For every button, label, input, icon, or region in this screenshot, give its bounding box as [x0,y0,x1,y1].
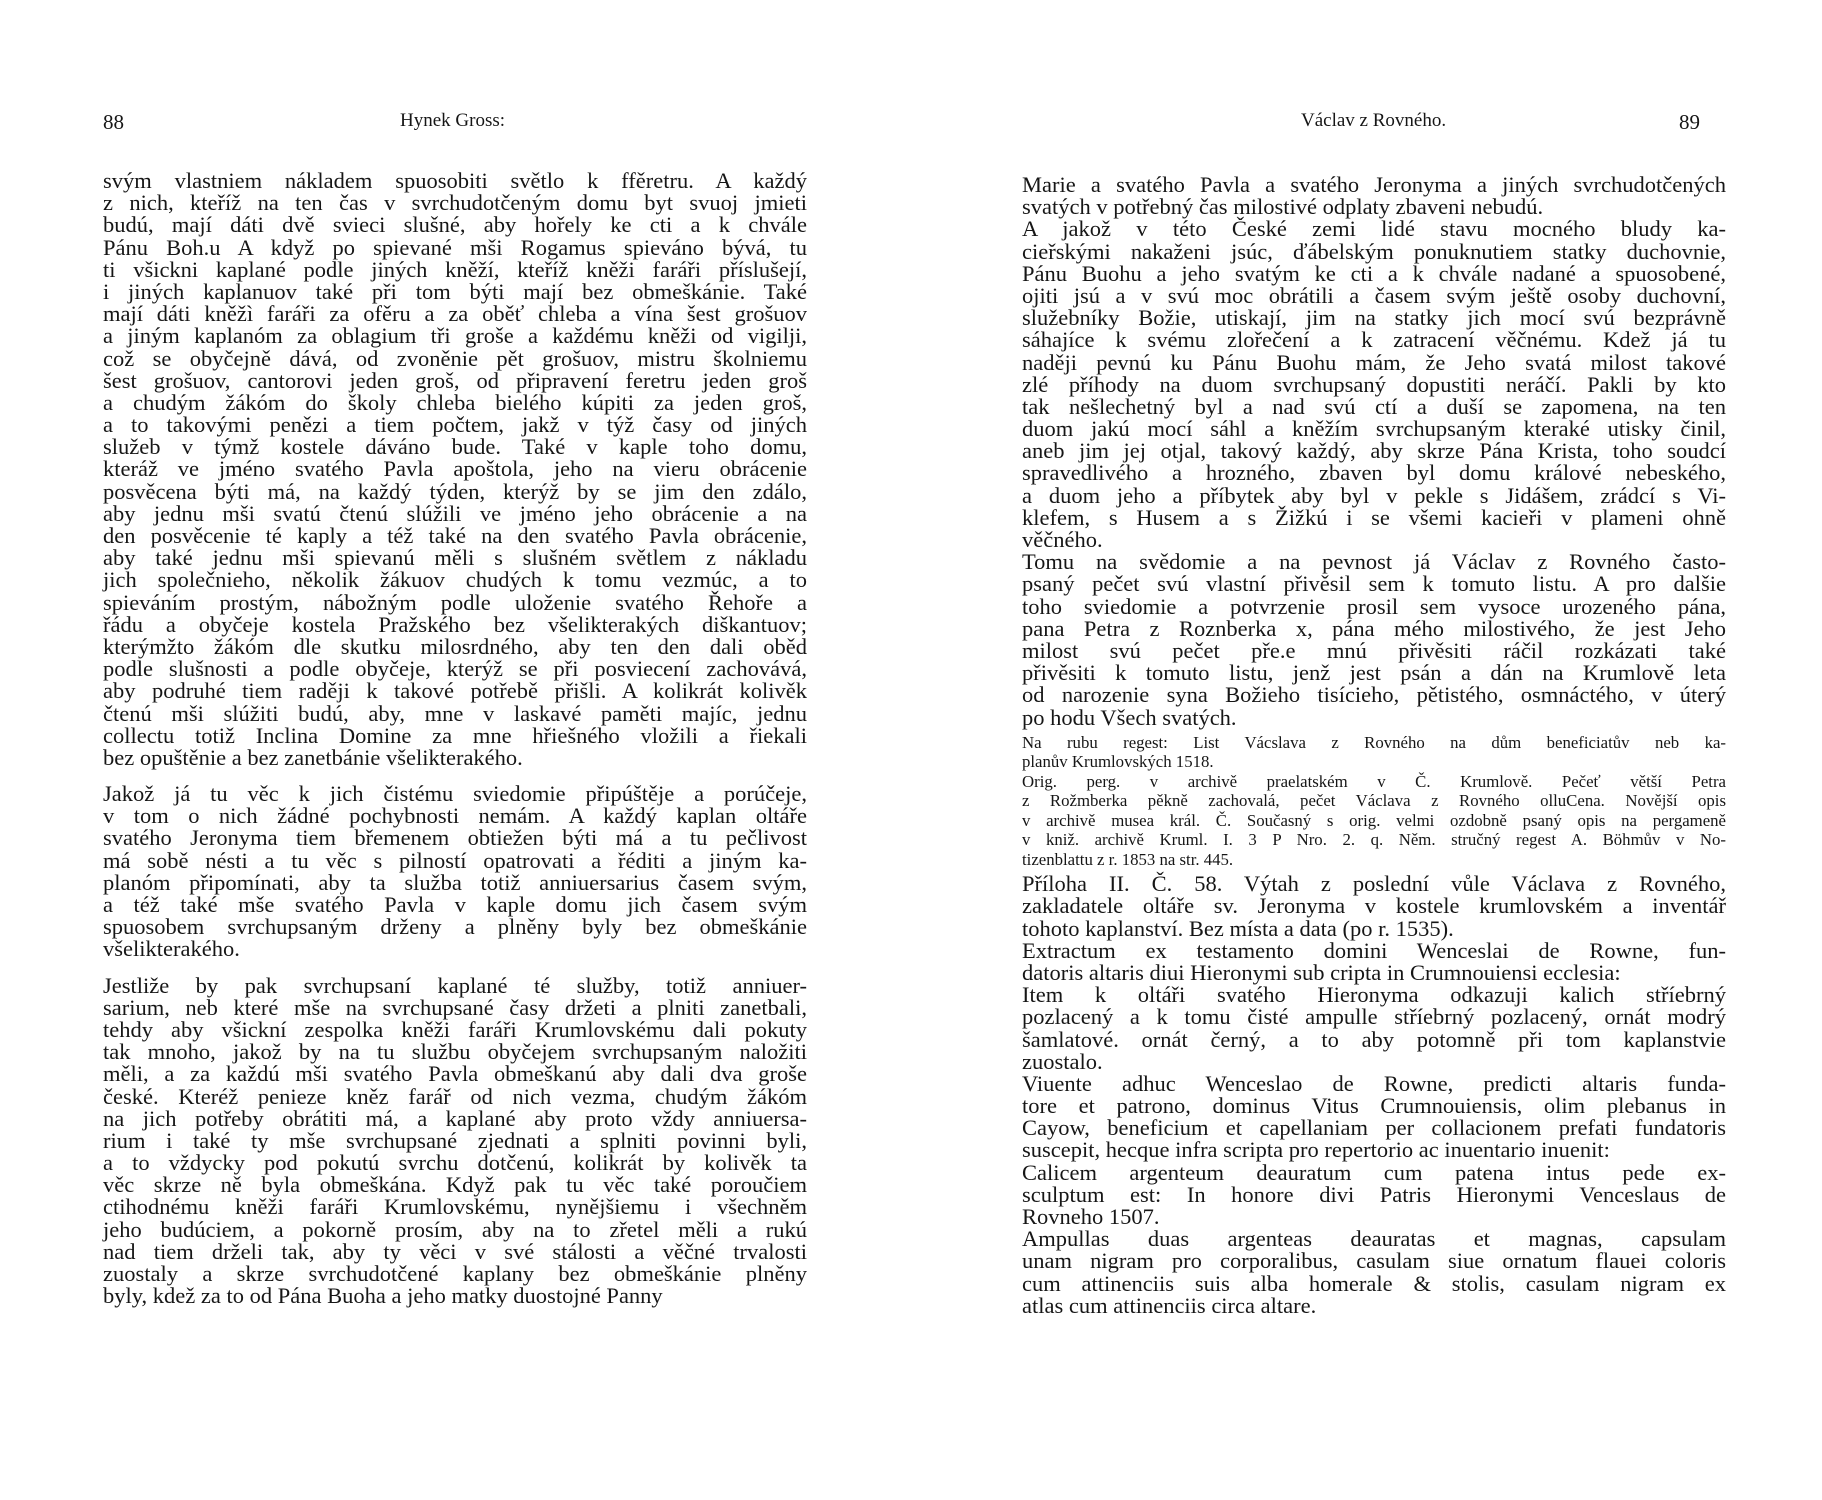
text-line: Jestliže by pak svrchupsaní kaplané té služby, totiž anniuer- [103,972,807,998]
text-line: podle slušnosti a podle obyčeje, kterýž se při posviecení zachovává, [103,656,807,682]
text-line: šest grošuov, cantorovi jeden groš, od připravení feretru jeden groš [103,367,807,393]
text-line: zuostalo. [1022,1048,1103,1074]
text-line: svatých v potřebný čas milostivé odplaty zbaveni nebudú. [1022,194,1544,220]
paragraph [103,972,807,1309]
text-line: zlé příhody na duom svrchupsaný dopustiti neráčí. Pakli by kto [1022,371,1726,397]
text-line: služeb v týmž kostele dáváno bude. Také v kaple toho domu, [103,434,807,460]
text-line: sarium, neb které mše na svrchupsané časy držeti a plniti zanetbali, [103,994,807,1020]
text-line: jeho budúciem, a pokorně prosím, aby na to zřetel měli a rukú [103,1216,807,1242]
text-line: šamlatové. ornát černý, a to aby potomně při tom kaplanstvie [1022,1026,1726,1052]
text-line: duom jakú mocí sáhl a kněžím svrchupsaným kteraké utisky činil, [1022,416,1726,442]
text-line: rium i také ty mše svrchupsané zjednati a splniti povinni byli, [103,1127,807,1153]
text-line: Ampullas duas argenteas deauratas et magnas, capsulam [1022,1226,1726,1252]
text-line: collectu totiž Inclina Domine za mne hřiešného vložili a řiekali [103,722,807,748]
paragraph [1022,1159,1726,1229]
text-line: Cayow, beneficium et capellaniam per collacionem prefati fundatoris [1022,1115,1726,1141]
text-line: i jiných kaplanuov také při tom býti mají bez obmeškánie. Také [103,278,807,304]
text-line: datoris altaris diui Hieronymi sub cripta in Crumnouiensi ecclesia: [1022,959,1621,985]
text-line: Rovneho 1507. [1022,1204,1160,1229]
text-line: spravedlivého a hrozného, zbaven byl domu králové nebeského, [1022,460,1726,486]
paragraph [1022,1070,1726,1163]
running-head-left: Hynek Gross: [400,110,506,131]
text-line: řádu a obyčeje kostela Pražského bez všelikterakých diškantuov; [103,611,807,637]
text-line: A jakož v této České zemi lidé stavu mocného bludy ka- [1022,216,1726,242]
source-note [1022,733,1726,870]
text-line: cum attinenciis suis alba homerale & stolis, casulam nigram ex [1022,1270,1726,1296]
text-line: české. Kteréž penieze kněz farář od nich vezma, chudým žákóm [103,1083,807,1109]
text-line: Extractum ex testamento domini Wenceslai de Rowne, fun- [1022,937,1726,963]
note-line: z Rožmberka pěkně zachovalá, pečet Václava z Rovného olluCena. Novější opis [1022,791,1726,811]
text-line: Item k oltáři svatého Hieronyma odkazuji kalich stříebrný [1022,982,1726,1008]
text-line: na jich potřeby obrátiti má, a kaplané aby proto vždy anniuersa- [103,1105,807,1131]
text-line: nad tiem drželi tak, aby ty věci v své stálosti a věčné trvalosti [103,1238,807,1264]
text-line: ctihodnému kněži faráři Krumlovskému, nynějšiemu i všechněm [103,1194,807,1220]
paragraph [1022,937,1726,985]
text-line: tak mnoho, jakož by na tu službu obyčejem svrchupsaným naložiti [103,1039,807,1065]
text-line: psaný pečet svú vlastní přivěsil sem k tomuto listu. A pro dalšie [1022,571,1726,597]
note-line: v archivě musea král. Č. Současný s orig. velmi ozdobně psaný opis na pergameně [1022,810,1726,830]
text-line: Příloha II. Č. 58. Výtah z poslední vůle Václava z Rovného, [1022,871,1726,897]
text-line: posvěcena býti má, na každý týden, kterýž by se jim den zdálo, [103,478,807,504]
right-body-text [1022,174,1726,1317]
text-line: mají dáti kněžì faráři za ofěru a za oběť chleba a vína šest grošuov [103,301,807,327]
paragraph [1022,984,1726,1073]
text-line: bez opuštěnie a bez zanetbánie všelikterakého. [103,744,523,770]
text-line: pozlacený a k tomu čisté ampulle stříebrný pozlacený, ornát modrý [1022,1004,1726,1030]
text-line: v tom o nich žádné pochybnosti nemám. A každý kaplan oltáře [103,803,807,829]
text-line: kterýmžto žákóm dle skutku milosrdného, aby ten den dali oběd [103,633,807,659]
text-line: den posvěcenie té kaply a též také na den svatého Pavla obrácenie, [103,523,807,548]
text-line: spieváním prostým, nábožným podle uloženie svatého Řehoře a [103,589,807,615]
text-line: aby jednu mši svatú čtenú slúžili ve jméno jeho obrácenie a na [103,500,807,526]
text-line: přivěsiti k tomuto listu, jenž jest psán a dán na Krumlově leta [1022,660,1726,686]
text-line: a chudým žákóm do školy chleba bieléhо kúpiti za jeden groš, [103,389,807,415]
text-line: aneb jim jej otjal, takový každý, aby skrze Pána Krista, toho soudcí [1022,438,1726,464]
text-line: svatého Jeronyma tiem břemenem obtiežen býti má a tu pečlivost [103,825,807,851]
text-line: svým vlastniem nákladem spuosobiti světlo k ffěretru. A každý [103,168,807,193]
text-line: pana Petra z Roznberka x, pána mého milostivého, že jest Jeho [1022,615,1726,641]
page-number-left: 88 [103,110,124,134]
note-line: planův Krumlovských 1518. [1022,752,1214,772]
note-line: tizenblattu z r. 1853 na str. 445. [1022,849,1234,869]
text-line: Pánu Boh.u A když po spievané mši Rogamus spieváno bývá, tu [103,234,807,260]
text-line: tehdy aby všickní zespolka kněži faráři Krumlovskému dali pokuty [103,1016,807,1042]
text-line: zakladatele oltáře sv. Jeronyma v kostele krumlovském a inventář [1022,893,1726,919]
text-line: po hodu Všech svatých. [1022,704,1237,730]
text-line: suscepit, hecque infra scripta pro repertorio ac inuentario inuenit: [1022,1137,1610,1163]
text-line: budú, mají dáti dvě svieci slušné, aby hořely ke cti a k chvále [103,212,807,238]
text-line: a též také mše svatého Pavla v kaple domu jich časem svým [103,892,807,917]
paragraph [1022,873,1726,940]
text-line: věc skrze ně byla obmeškána. Když pak tu věc také poroučiem [103,1172,807,1198]
paragraph [103,783,807,961]
paragraph [1022,1228,1726,1317]
text-line: aby také jednu mši spievanú měli s slušném světlem z nákladu [103,545,807,571]
paragraph [1022,551,1726,729]
running-head-right: Václav z Rovného. [1301,110,1447,131]
text-line: ojiti jsú a v svú moc obrátili a časem svým ještě osoby duchovní, [1022,282,1726,308]
page-number-right: 89 [1679,110,1700,134]
text-line: a duom jeho a příbytek aby byl v pekle s Jidášem, zrádcí s Vi- [1022,482,1726,508]
text-line: Viuente adhuc Wenceslao de Rowne, predicti altaris funda- [1022,1070,1726,1096]
text-line: Calicem argenteum deauratum cum patena intus pede ex- [1022,1159,1726,1185]
text-line: sculptum est: In honore divi Patris Hieronymi Venceslaus de [1022,1181,1726,1207]
left-body-text [103,170,807,1307]
right-page [911,0,1822,1500]
note-line: Na rubu regest: List Vácslava z Rovného na dům beneficiatův neb ka- [1022,732,1726,752]
text-line: služebníky Božie, utiskají, jim na statky jich mocí svú bezprávně [1022,305,1726,331]
text-line: aby podruhé tiem raději k takové potřebě přišli. A kolikrát kolivěk [103,678,807,704]
text-line: Pánu Buohu a jeho svatým ke cti a k chvále nadané a spuosobené, [1022,260,1726,286]
paragraph [1022,218,1726,551]
text-line: tak nešlechetný byl a nad svú ctí a duší se zapomena, na ten [1022,393,1726,419]
text-line: tore et patrono, dominus Vitus Crumnouiensis, olim plebanus in [1022,1093,1726,1119]
note-line: v kniž. archivě Kruml. I. 3 P Nro. 2. q. Něm. stručný regest A. Böhmův v No- [1022,830,1726,850]
text-line: zuostaly a skrze svrchudotčené kaplany bez obmeškánie plněny [103,1261,807,1286]
paragraph [103,170,807,769]
text-line: klefem, s Husem a s Žižkú i se všemi kacieři v plameni ohně [1022,504,1726,530]
text-line: milost svú pečet pře.e mnú přivěsiti ráčil rozkázati také [1022,637,1726,663]
text-line: naději pevnú ku Pánu Buohu mám, že Jeho svatá milost takové [1022,349,1726,375]
text-line: má sobě nésti a tu věc s pilností opatrovati a řéditi a jiným ka- [103,847,807,873]
text-line: od narozenie syna Božieho tisícieho, pětistého, osmnáctého, v úterý [1022,682,1726,708]
text-line: planóm připomínati, aby ta služba totiž anniuersarius časem svým, [103,869,807,895]
paragraph [1022,174,1726,218]
text-line: měli, a za každú mši svatého Pavla obmeškanú aby dali dva groše [103,1061,807,1087]
text-line: unam nigram pro corporalibus, casulam siue ornatum flauei coloris [1022,1248,1726,1274]
text-line: byly, kdež za to od Pána Buoha a jeho matky duostojné Panny [103,1283,663,1309]
text-line: a jiným kaplanóm za oblagium tři groše a každému kněži od vigilji, [103,323,807,349]
text-line: a to vždycky pod pokutú svrchu dotčenú, kolikrát by kolivěk ta [103,1150,807,1176]
note-line: Orig. perg. v archivě praelatském v Č. Krumlově. Pečeť větší Petra [1022,771,1726,791]
text-line: spuosobem svrchupsaným drženy a plněny byly bez obmeškánie [103,914,807,940]
text-line: všelikterakého. [103,936,240,962]
text-line: atlas cum attinenciis circa altare. [1022,1292,1317,1318]
text-line: jich společnieho, několik žákuov chudých k tomu vezmúc, a to [103,567,807,593]
text-line: Marie a svatého Pavla a svatého Jeronyma a jiných svrchudotčených [1022,172,1726,197]
text-line: Tomu na svědomie a na pevnost já Václav z Rovného často- [1022,549,1726,575]
text-line: kteráž ve jméno svatého Pavla apoštola, jeho na vieru obrácenie [103,456,807,482]
text-line: toho sviedomie a potvrzenie prosil sem vysoce urozeného pána, [1022,593,1726,619]
text-line: z nich, kteříž na ten čas v svrchudotčeným domu byt svuoj jmieti [103,190,807,216]
text-line: a to takovými penězi a tiem počtem, jakž v týž časy od jiných [103,412,807,438]
text-line: Jakož já tu věc k jich čistému sviedomie připúštěje a porúčeje, [103,781,807,807]
text-line: což se obyčejně dává, od zvoněnie pět grošuov, mistru školniemu [103,345,807,371]
text-line: tohoto kaplanství. Bez místa a data (po r. 1535). [1022,915,1454,941]
text-line: sáhajíce k svému zlořečení a k zatracení věčnému. Kdež já tu [1022,327,1726,353]
text-line: cieřskými nakaženi jsúc, ďábelským ponuknutiem statky duchovnie, [1022,238,1726,264]
text-line: věčného. [1022,527,1103,552]
text-line: ti všickni kaplané podle jiných kněží, kteříž kněži faráři příslušejí, [103,256,807,282]
text-line: čtenú mši slúžiti budú, aby, mne v laskavé paměti majíc, jednu [103,700,807,726]
